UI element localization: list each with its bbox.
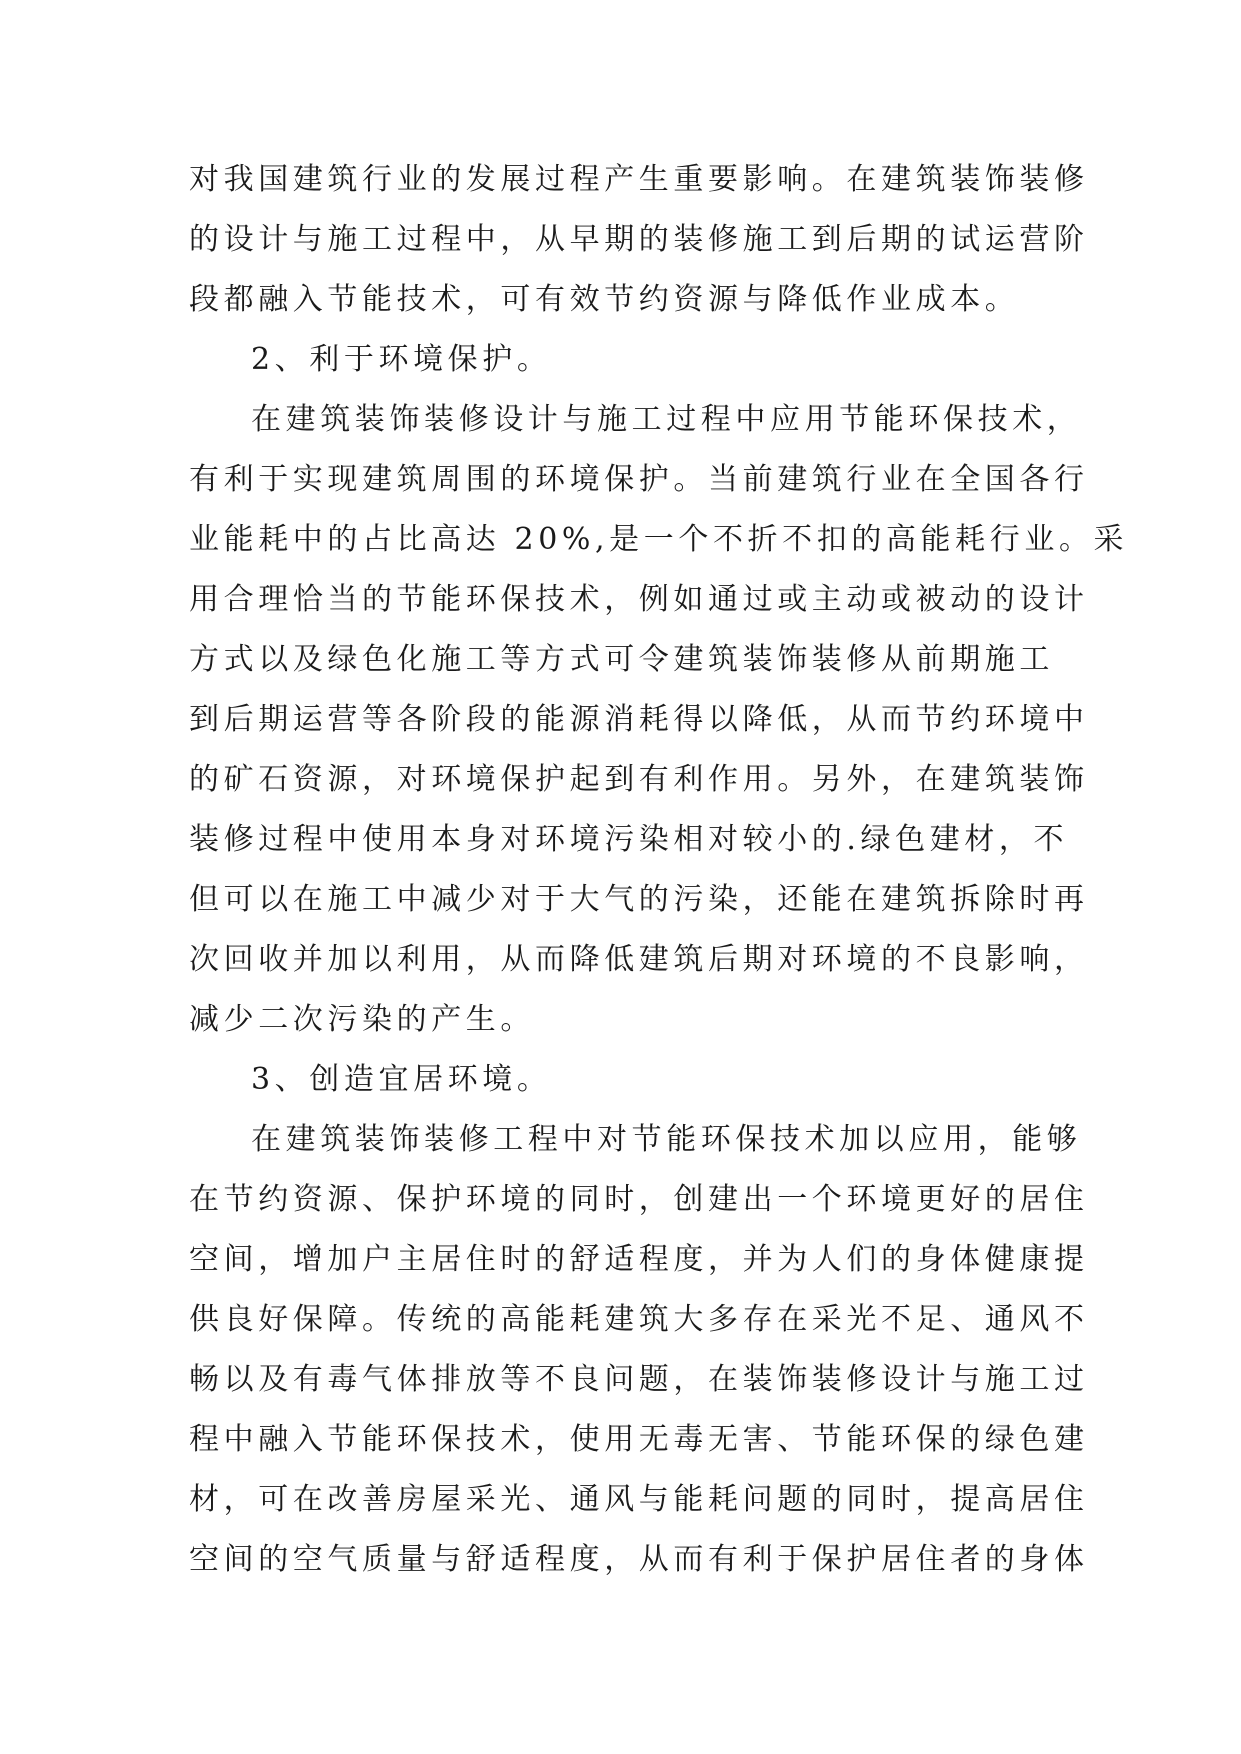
- text-line: 空间的空气质量与舒适程度，从而有利于保护居住者的身体: [189, 1542, 1089, 1577]
- text-line: 畅以及有毒气体排放等不良问题，在装饰装修设计与施工过: [189, 1362, 1089, 1397]
- text-line: 但可以在施工中减少对于大气的污染，还能在建筑拆除时再: [189, 882, 1089, 917]
- text-line: 供良好保障。传统的高能耗建筑大多存在采光不足、通风不: [189, 1302, 1089, 1337]
- text-line: 减少二次污染的产生。: [189, 1002, 535, 1037]
- text-line: 对我国建筑行业的发展过程产生重要影响。在建筑装饰装修: [189, 162, 1089, 197]
- text-line: 有利于实现建筑周围的环境保护。当前建筑行业在全国各行: [189, 462, 1089, 497]
- text-line: 次回收并加以利用，从而降低建筑后期对环境的不良影响，: [189, 942, 1089, 977]
- text-line: 用合理恰当的节能环保技术，例如通过或主动或被动的设计: [189, 582, 1089, 617]
- text-line: 业能耗中的占比高达 20%,是一个不折不扣的高能耗行业。采: [189, 522, 1129, 557]
- text-line: 装修过程中使用本身对环境污染相对较小的.绿色建材，不: [189, 822, 1069, 857]
- document-body: [189, 150, 1129, 1590]
- text-line: 到后期运营等各阶段的能源消耗得以降低，从而节约环境中: [189, 702, 1089, 737]
- section-heading-livable: 3、创造宜居环境。: [251, 1062, 552, 1097]
- text-line: 材，可在改善房屋采光、通风与能耗问题的同时，提高居住: [189, 1482, 1089, 1517]
- text-line: 在节约资源、保护环境的同时，创建出一个环境更好的居住: [189, 1182, 1089, 1217]
- text-line: 在建筑装饰装修工程中对节能环保技术加以应用，能够: [251, 1122, 1082, 1157]
- text-line: 段都融入节能技术，可有效节约资源与降低作业成本。: [189, 282, 1020, 317]
- section-heading-environment: 2、利于环境保护。: [251, 342, 552, 377]
- text-line: 的矿石资源，对环境保护起到有利作用。另外，在建筑装饰: [189, 762, 1089, 797]
- text-line: 的设计与施工过程中，从早期的装修施工到后期的试运营阶: [189, 222, 1089, 257]
- text-line: 方式以及绿色化施工等方式可令建筑装饰装修从前期施工: [189, 642, 1054, 677]
- text-line: 在建筑装饰装修设计与施工过程中应用节能环保技术，: [251, 402, 1082, 437]
- text-line: 空间，增加户主居住时的舒适程度，并为人们的身体健康提: [189, 1242, 1089, 1277]
- text-line: 程中融入节能环保技术，使用无毒无害、节能环保的绿色建: [189, 1422, 1089, 1457]
